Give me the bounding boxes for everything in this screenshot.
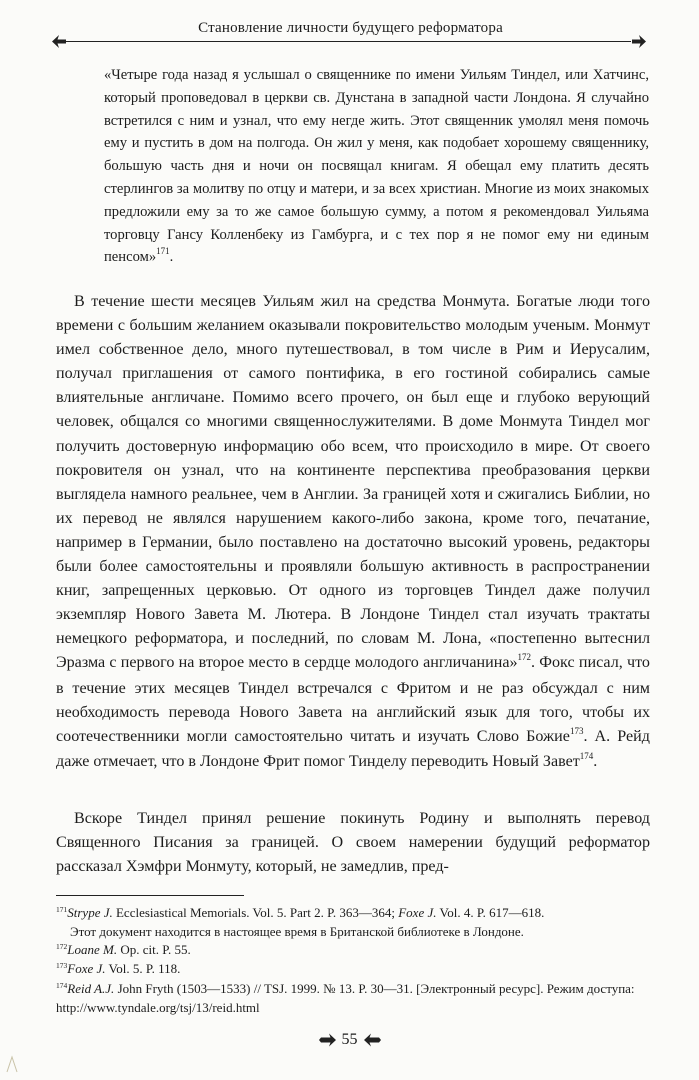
paragraph-text: . bbox=[593, 752, 598, 770]
footnote-text: Vol. 4. P. 617—618. bbox=[436, 905, 545, 920]
footnote-number: 174 bbox=[56, 980, 68, 990]
page-number: 55 bbox=[341, 1031, 358, 1049]
body-paragraph-2: Вскоре Тиндел принял решение покинуть Родину и выполнять перевод Священного Писания за границей. О своем намерении будущий реформатор рассказал Хэмфри Монмуту, который, не замедлив, пред- bbox=[56, 810, 650, 876]
footnote-ref-174: 174 bbox=[579, 750, 594, 761]
footnote-ref-172: 172 bbox=[517, 652, 532, 663]
footnote-author: Strype J. bbox=[67, 905, 113, 920]
footnote-rule bbox=[56, 895, 244, 896]
paragraph-text: . А. Рейд даже отмечает, что в Лондоне Фрит помог Тинделу переводить Новый Завет bbox=[56, 727, 650, 770]
footnote-number: 173 bbox=[56, 961, 68, 971]
footnote-174 bbox=[56, 980, 650, 1017]
running-header: Становление личности будущего реформатора bbox=[198, 20, 503, 36]
left-folio-ornament-icon bbox=[318, 1032, 338, 1048]
footnote-number: 172 bbox=[56, 941, 68, 951]
footnote-173 bbox=[56, 960, 650, 979]
header-rule bbox=[66, 41, 631, 42]
footnote-171-note: Этот документ находится в настоящее время в Британской библиотеке в Лондоне. bbox=[70, 924, 524, 940]
footnote-172 bbox=[56, 941, 650, 960]
page-footer bbox=[0, 1031, 699, 1049]
footnote-author: Foxe J. bbox=[67, 961, 106, 977]
block-quote bbox=[104, 64, 649, 293]
footnotes bbox=[56, 904, 650, 1016]
body-paragraph-1 bbox=[56, 290, 650, 775]
quote-text: «Четыре года назад я услышал о священнике по имени Уильям Тиндел, или Хатчинс, который проповедовал в церкви св. Дунстана в западной части Лондона. Я случайно встретился с ним и узнал, что ему негде жить. Этот священник умолял меня помочь ему и пустить в дом на полгода. Он жил у меня, как подобает хорошему священнику, большую часть дня и ночи он посвящал книгам. Я обещал ему платить десять стерлингов за молитву по отцу и матери, и за всех христиан. Многие из моих знакомых предложили ему за то же самое большую сумму, а потом я рекомендовал Уильяма торговцу Гансу Колленбеку из Гамбурга, и с тех пор я не помог ему ни единым пенсом» bbox=[104, 67, 649, 266]
footnote-text: Vol. 5. P. 118. bbox=[105, 961, 181, 977]
footnote-author: Foxe J. bbox=[398, 905, 437, 920]
footnote-text: John Fryth (1503—1533) // TSJ. 1999. № 13. P. 30—31. [Электронный ресурс]. Режим доступа: http://www.tyndale.org/tsj/13/reid.html bbox=[56, 980, 635, 1016]
footnote-text: Ecclesiastical Memorials. Vol. 5. Part 2. P. 363—364; bbox=[112, 905, 399, 920]
paragraph-text: . Фокс писал, что в течение этих месяцев Тиндел встречался с Фритом и не раз обсуждал с ним необходимость перевода Нового Завета на английский язык для того, чтобы их соотечественники могли самостоятельно читать и изучать Слово Божие bbox=[56, 654, 650, 745]
footnote-author: Reid A.J. bbox=[67, 980, 115, 996]
footnote-171 bbox=[56, 904, 650, 923]
footnote-ref-173: 173 bbox=[569, 725, 584, 736]
footnote-number: 171 bbox=[56, 905, 68, 914]
quote-end: . bbox=[169, 249, 174, 266]
footnote-ref-171: 171 bbox=[156, 246, 170, 257]
footnote-author: Loane M. bbox=[67, 941, 118, 957]
corner-scan-mark-icon bbox=[4, 1054, 20, 1074]
right-folio-ornament-icon bbox=[362, 1032, 382, 1048]
footnote-text: Op. cit. P. 55. bbox=[117, 941, 191, 957]
right-ornament-icon bbox=[630, 33, 648, 50]
paragraph-text: В течение шести месяцев Уильям жил на средства Монмута. Богатые люди того времени с большим желанием оказывали покровительство молодым ученым. Монмут имел собственное дело, много путешествовал, в том числе в Рим и Иерусалим, получал приглашения от самого понтифика, в его гостиной собирались самые влиятельные англичане. Помимо всего прочего, он был еще и глубоко верующий человек, общался со многими священнослужителями. В доме Монмута Тиндел мог получить достоверную информацию обо всем, что происходило в мире. От своего покровителя он узнал, что на континенте перспектива преобразования церкви выглядела намного реальнее, чем в Англии. За границей хотя и сжигались Библии, но их перевод не являлся нарушением какого-либо закона, кроме того, печатание, например в Германии, было поставлено на достаточно высокий уровень, редакторы были более самостоятельны и проявляли большую активность в распространении книг, запрещенных церковью. От одного из торговцев Тиндел даже получил экземпляр Нового Завета М. Лютера. В Лондоне Тиндел стал изучать трактаты немецкого реформатора, и последний, по словам М. Лона, «постепенно вытеснил Эразма с первого на второе место в сердце молодого англичанина» bbox=[56, 293, 650, 672]
